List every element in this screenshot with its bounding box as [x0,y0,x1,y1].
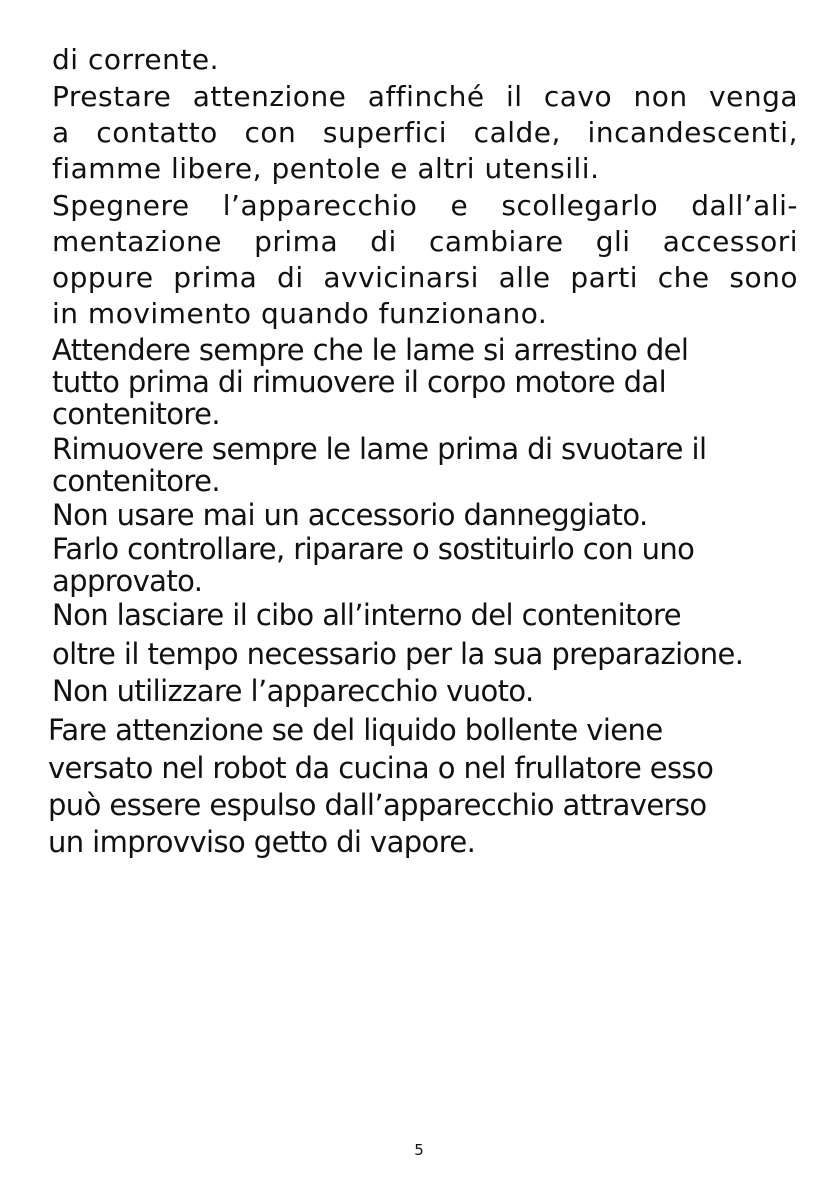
text-line: Spegnere l’apparecchio e scollegarlo dall’ali- [52,189,798,222]
text-line: versato nel robot da cucina o nel frullatore esso [48,751,714,785]
text-line: Rimuovere sempre le lame prima di svuotare il [52,432,707,466]
text-line: in movimento quando funzionano. [52,297,548,330]
text-line: di corrente. [52,43,219,76]
text-line: può essere espulso dall’apparecchio attraverso [48,788,707,822]
text-line: Prestare attenzione affinché il cavo non venga [52,80,798,113]
text-line: a contatto con superfici calde, incandescenti, [52,116,798,149]
text-line: mentazione prima di cambiare gli accessori [52,225,798,258]
text-line: contenitore. [52,397,220,431]
text-line: oltre il tempo necessario per la sua preparazione. [52,637,744,671]
text-line: fiamme libere, pentole e altri utensili. [52,152,600,185]
text-line: Fare attenzione se del liquido bollente viene [48,713,663,747]
text-line: contenitore. [52,464,220,498]
text-line: Non utilizzare l’apparecchio vuoto. [52,674,534,708]
text-line: oppure prima di avvicinarsi alle parti che sono [52,261,798,294]
text-line: un improvviso getto di vapore. [48,825,476,859]
text-line: Non lasciare il cibo all’interno del contenitore [52,598,681,632]
text-line: Farlo controllare, riparare o sostituirlo con uno [52,532,695,566]
text-line: tutto prima di rimuovere il corpo motore dal [52,365,667,399]
text-line: Non usare mai un accessorio danneggiato. [52,498,648,532]
text-line: Attendere sempre che le lame si arrestino del [52,333,689,367]
text-line: approvato. [52,564,203,598]
page-number: 5 [414,1141,424,1159]
